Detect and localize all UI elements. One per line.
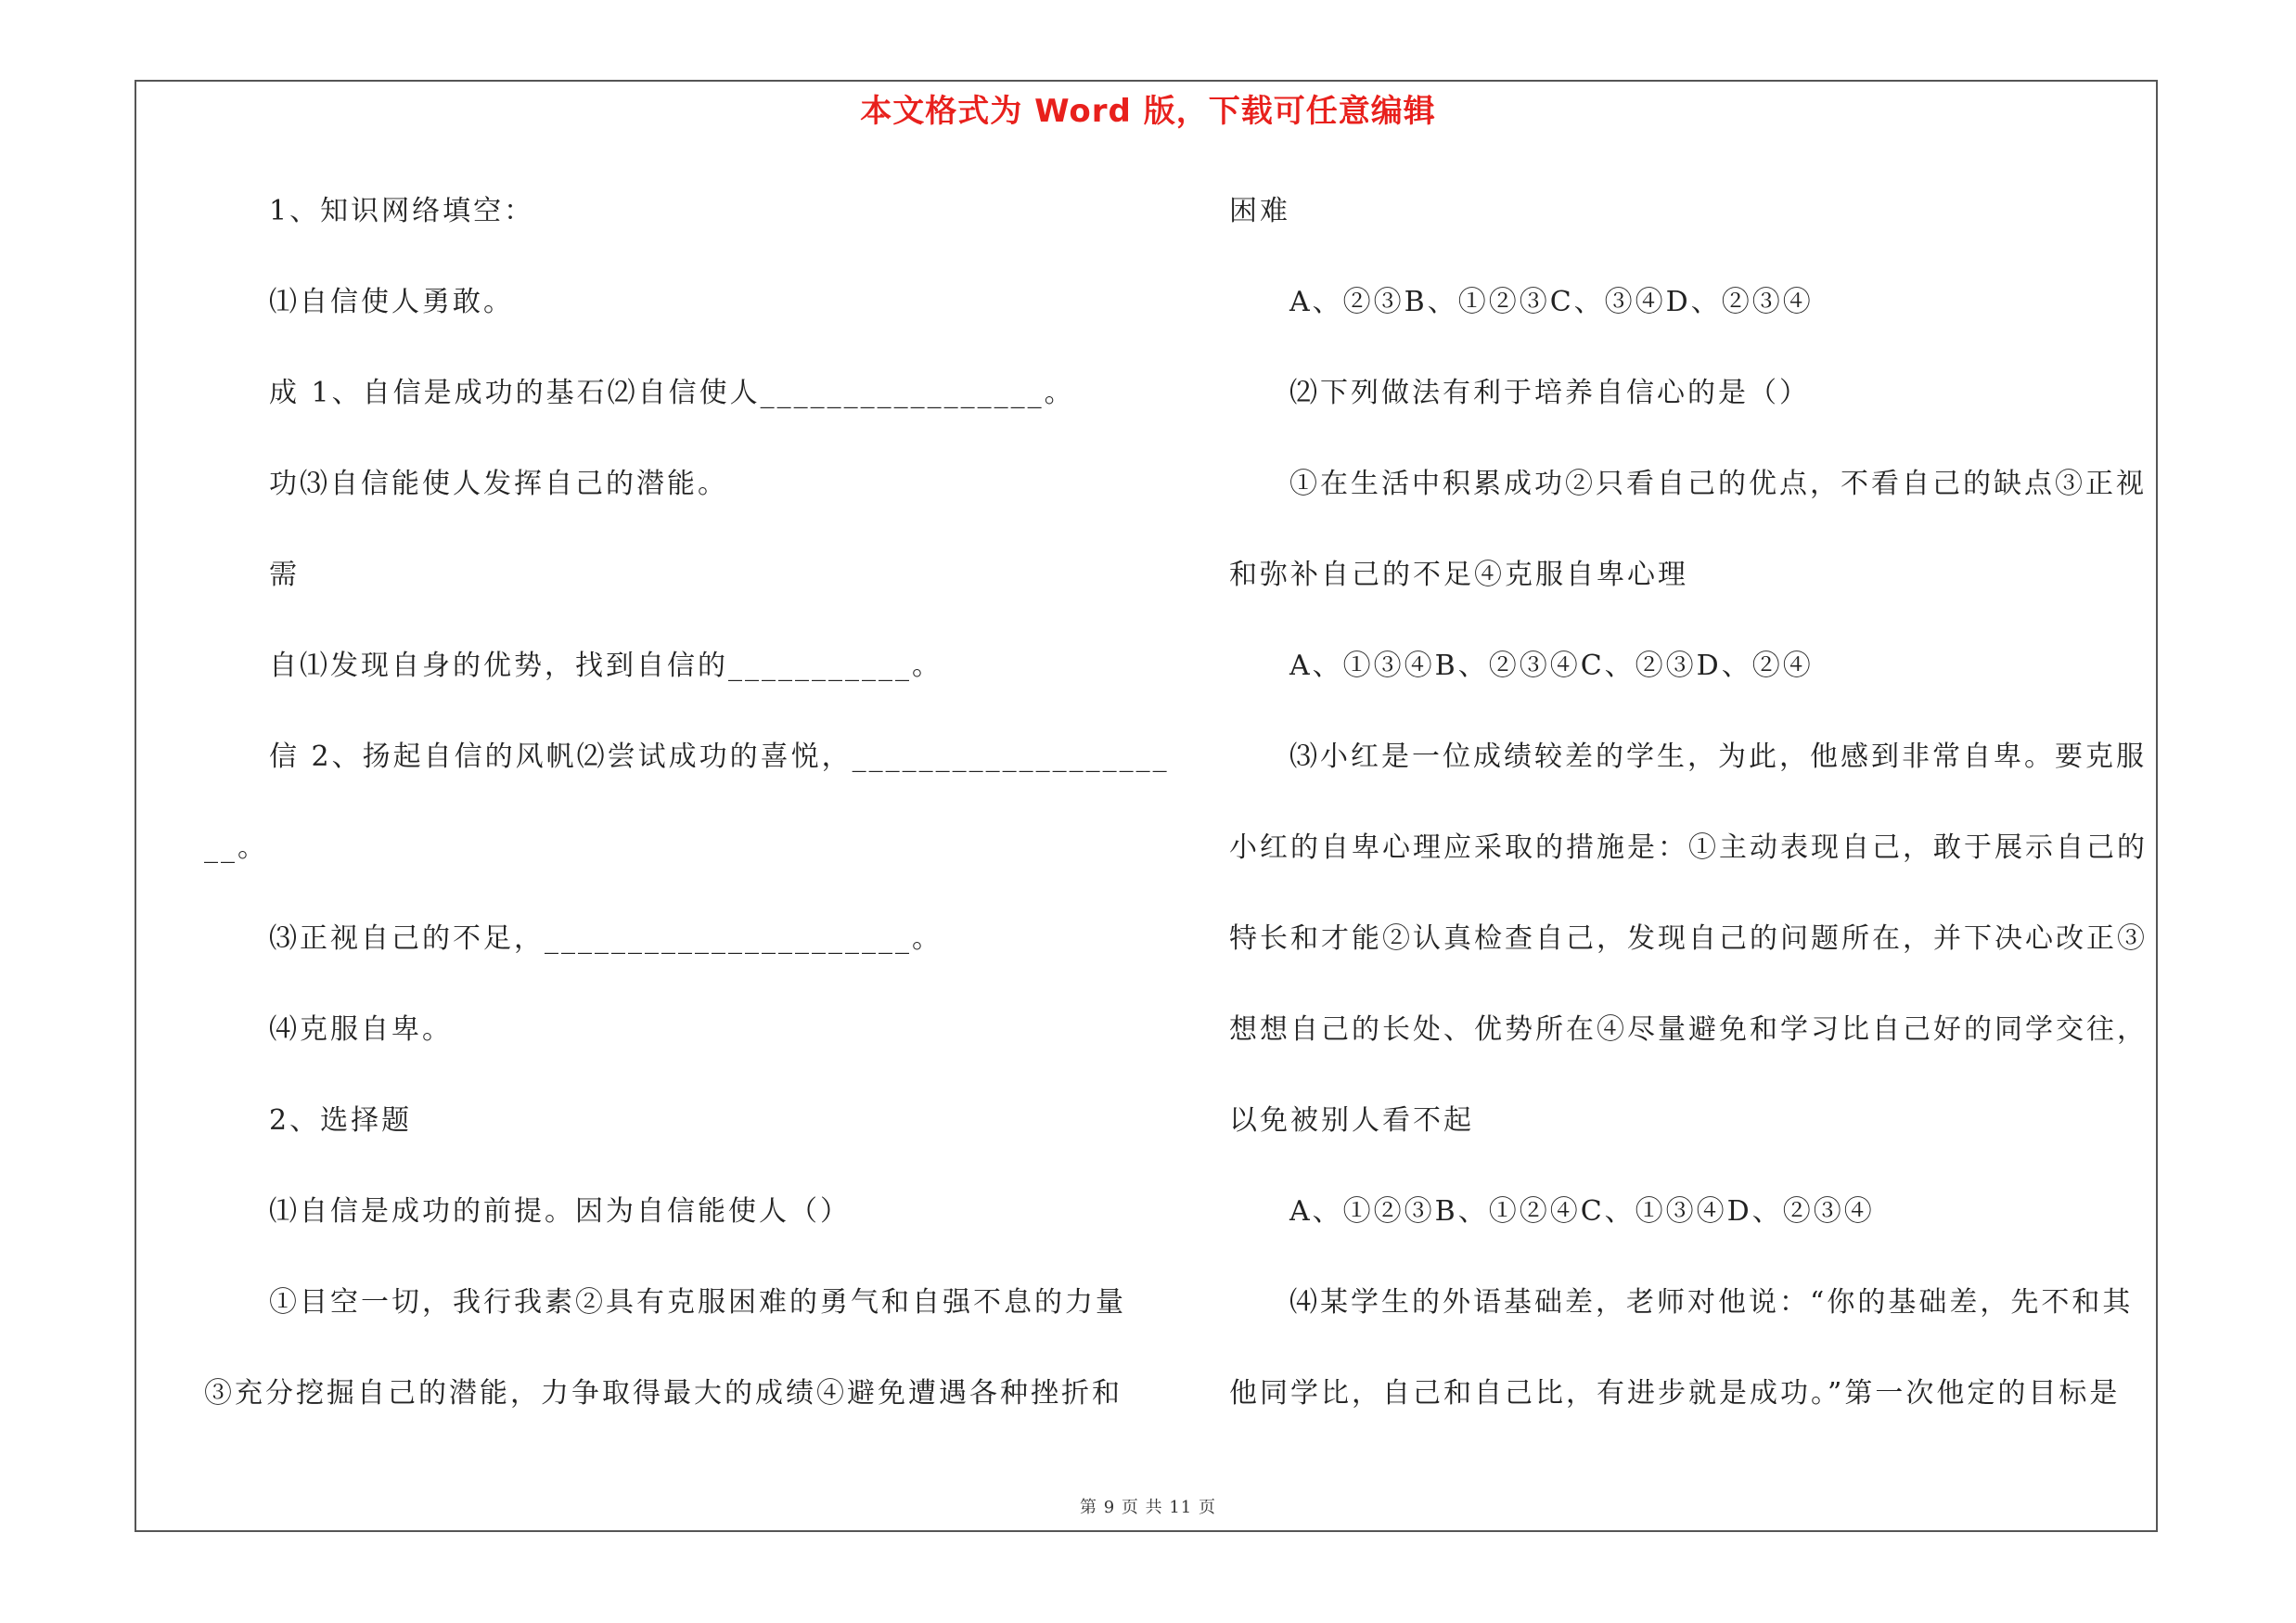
right-line: 困难: [1229, 195, 1290, 227]
left-line: ⑷克服自卑。: [269, 1013, 453, 1046]
left-line: ③充分挖掘自己的潜能，力争取得最大的成绩④避免遭遇各种挫折和: [204, 1377, 1122, 1410]
document-banner: 本文格式为 Word 版，下载可任意编辑: [860, 93, 1436, 130]
left-line: ⑶正视自己的不足，______________________。: [269, 922, 943, 955]
right-line: A、①②③B、①②④C、①③④D、②③④: [1289, 1195, 1875, 1228]
left-line: 自⑴发现自身的优势，找到自信的___________。: [269, 650, 943, 682]
right-line: 他同学比，自己和自己比，有进步就是成功。”第一次他定的目标是: [1229, 1377, 2121, 1410]
right-line: 特长和才能②认真检查自己，发现自己的问题所在，并下决心改正③: [1229, 922, 2148, 955]
left-line: ①目空一切，我行我素②具有克服困难的勇气和自强不息的力量: [269, 1286, 1126, 1319]
right-line: ⑶小红是一位成绩较差的学生，为此，他感到非常自卑。要克服: [1289, 741, 2147, 773]
right-line: ⑷某学生的外语基础差，老师对他说：“你的基础差，先不和其: [1289, 1286, 2134, 1319]
left-line: 功⑶自信能使人发挥自己的潜能。: [269, 468, 728, 500]
page-footer: 第 9 页 共 11 页: [1080, 1498, 1216, 1517]
left-line: ⑴自信使人勇敢。: [269, 286, 514, 318]
left-line: ⑴自信是成功的前提。因为自信能使人（）: [269, 1195, 851, 1228]
left-line: 信 2、扬起自信的风帆⑵尝试成功的喜悦，___________________: [269, 741, 1170, 773]
right-line: 以免被别人看不起: [1229, 1104, 1474, 1137]
right-line: ①在生活中积累成功②只看自己的优点，不看自己的缺点③正视: [1289, 468, 2147, 500]
left-line: 成 1、自信是成功的基石⑵自信使人_________________。: [269, 377, 1075, 409]
right-line: A、②③B、①②③C、③④D、②③④: [1289, 286, 1814, 318]
left-line: 1、知识网络填空：: [269, 195, 535, 227]
right-line: 想想自己的长处、优势所在④尽量避免和学习比自己好的同学交往，: [1229, 1013, 2148, 1046]
left-line: __。: [204, 831, 268, 864]
left-line: 需: [269, 559, 300, 591]
left-line: 2、选择题: [269, 1104, 413, 1137]
right-line: A、①③④B、②③④C、②③D、②④: [1289, 650, 1814, 682]
right-line: 和弥补自己的不足④克服自卑心理: [1229, 559, 1688, 591]
right-line: ⑵下列做法有利于培养自信心的是（）: [1289, 377, 1810, 409]
right-line: 小红的自卑心理应采取的措施是：①主动表现自己，敢于展示自己的: [1229, 831, 2148, 864]
